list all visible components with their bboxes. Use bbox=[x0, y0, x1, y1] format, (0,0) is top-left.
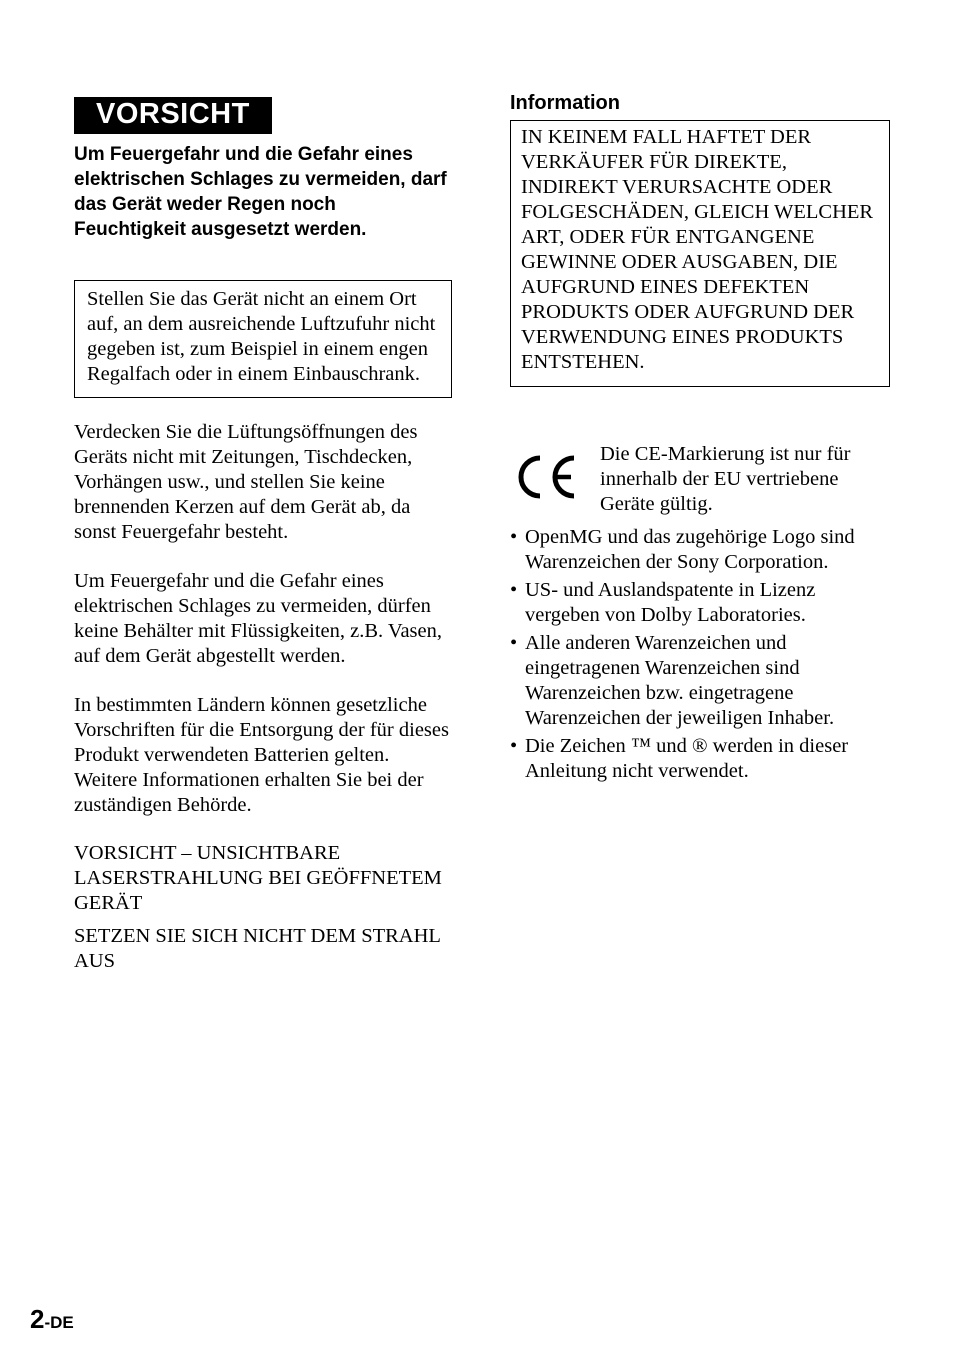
beam-warning-paragraph: SETZEN SIE SICH NICHT DEM STRAHL AUS bbox=[74, 925, 441, 972]
ventilation-paragraph: Verdecken Sie die Lüftungsöffnungen des Geräts nicht mit Zeitungen, Tischdecken, Vorhängen usw., und stellen Sie keine brennenden Kerzen auf dem Gerät ab, da sonst Feuergefahr besteht. bbox=[74, 421, 418, 543]
bullet-icon: • bbox=[510, 526, 518, 548]
list-item bbox=[510, 734, 890, 784]
list-item bbox=[510, 631, 890, 731]
bullet-icon: • bbox=[510, 735, 518, 757]
ce-marking-text: Die CE-Markierung ist nur für innerhalb der EU vertriebene Geräte gültig. bbox=[600, 443, 851, 515]
list-item bbox=[510, 578, 890, 628]
trademark-list bbox=[510, 525, 890, 784]
ventilation-notice-box: Stellen Sie das Gerät nicht an einem Ort auf, an dem ausreichende Luftzufuhr nicht gegeben ist, zum Beispiel in einem engen Regalfach oder in einem Einbauschrank. bbox=[74, 280, 452, 398]
right-column bbox=[510, 91, 890, 787]
liability-disclaimer-box: IN KEINEM FALL HAFTET DER VERKÄUFER FÜR DIREKTE, INDIREKT VERURSACHTE ODER FOLGESCHÄDEN, GLEICH WELCHER ART, ODER FÜR ENTGANGENE GEWINNE ODER AUSGABEN, DIE AUFGRUND EINES DEFEKTEN PRODUKTS ODER AUFGRUND DER VERWENDUNG EINES PRODUKTS ENTSTEHEN. bbox=[510, 120, 890, 387]
bullet-icon: • bbox=[510, 579, 518, 601]
fire-shock-warning: Um Feuergefahr und die Gefahr eines elektrischen Schlages zu vermeiden, darf das Gerät weder Regen noch Feuchtigkeit ausgesetzt werden. bbox=[74, 144, 447, 240]
ce-mark-logo bbox=[516, 454, 578, 500]
page-number bbox=[30, 1303, 74, 1339]
page-number-value: 2 bbox=[30, 1304, 45, 1334]
list-item bbox=[510, 525, 890, 575]
list-item-text: Die Zeichen ™ und ® werden in dieser Anleitung nicht verwendet. bbox=[525, 735, 849, 782]
list-item-text: US- und Auslandspatente in Lizenz vergeben von Dolby Laboratories. bbox=[525, 579, 816, 626]
laser-warning-paragraph: VORSICHT – UNSICHTBARE LASERSTRAHLUNG BEI GEÖFFNETEM GERÄT bbox=[74, 842, 442, 914]
list-item-text: OpenMG und das zugehörige Logo sind Warenzeichen der Sony Corporation. bbox=[525, 526, 855, 573]
vorsicht-heading: VORSICHT bbox=[74, 97, 272, 134]
left-column bbox=[74, 97, 452, 974]
information-title: Information bbox=[510, 92, 620, 114]
bullet-icon: • bbox=[510, 632, 518, 654]
page-language-suffix: -DE bbox=[44, 1313, 74, 1332]
liquid-warning-paragraph: Um Feuergefahr und die Gefahr eines elektrischen Schlages zu vermeiden, dürfen keine Behälter mit Flüssigkeiten, z.B. Vasen, auf dem Gerät abgestellt werden. bbox=[74, 570, 442, 667]
battery-disposal-paragraph: In bestimmten Ländern können gesetzliche Vorschriften für die Entsorgung der für dieses Produkt verwendeten Batterien gelten. Weitere Informationen erhalten Sie bei der zuständigen Behörde. bbox=[74, 694, 449, 816]
list-item-text: Alle anderen Warenzeichen und eingetragenen Warenzeichen sind Warenzeichen bzw. eingetragene Warenzeichen der jeweiligen Inhaber. bbox=[525, 632, 835, 729]
ce-marking-block bbox=[510, 442, 890, 514]
